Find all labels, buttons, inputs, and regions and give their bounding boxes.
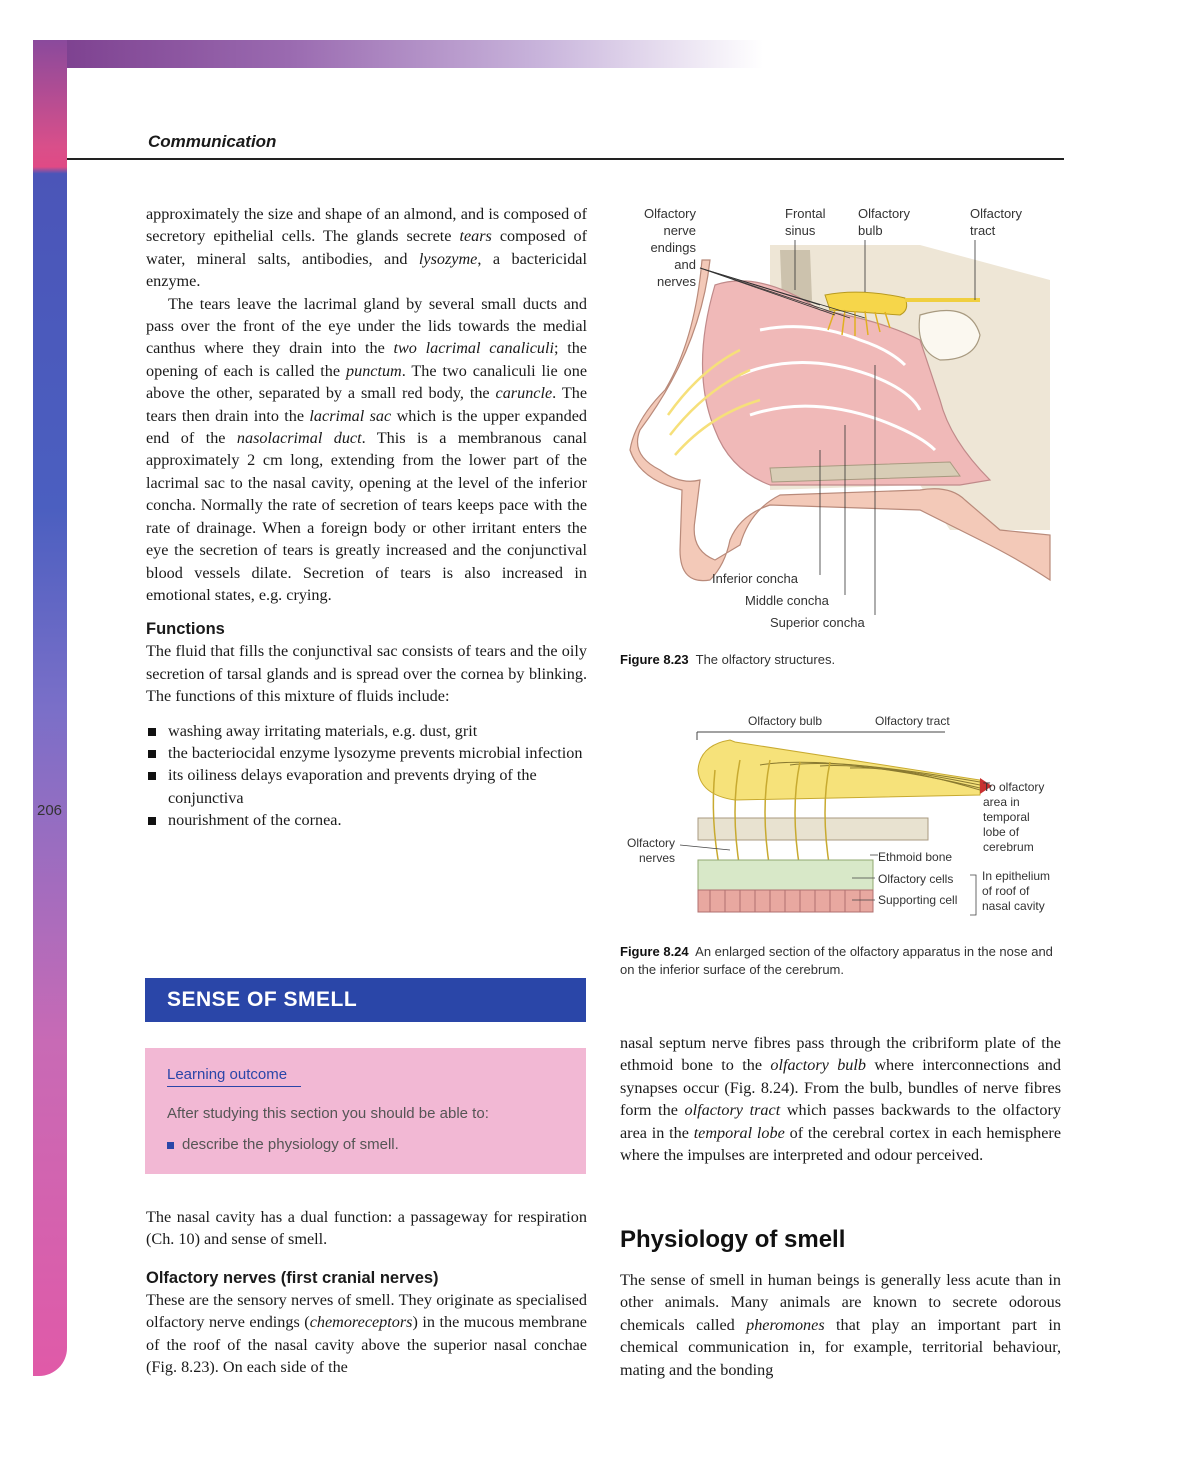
emphasis-term: tears [459,227,492,246]
page-number: 206 [37,802,63,819]
label-olfactory-cells: Olfactory cells [878,872,954,886]
label-ethmoid-bone: Ethmoid bone [878,850,953,864]
intro-paragraph: approximately the size and shape of an almond, and is composed of secretory epithelial cells. The glands secrete tears composed of water, mineral salts, antibodies, and lysozyme, a bactericidal enzyme. [146,205,587,291]
emphasis-term: nasolacrimal duct [236,429,362,448]
header-color-band [33,40,763,68]
list-item: nourishment of the cornea. [146,809,587,831]
label-olfactory-tract: Olfactory tract [970,206,1023,238]
learning-outcome-intro: After studying this section you should be able to: [167,1105,489,1122]
header-band-cutout [67,68,1067,88]
olfactory-nerves-paragraph: These are the sensory nerves of smell. They originate as specialised olfactory nerve endings (chemoreceptors) in the mucous membrane of the roof of the nasal cavity above the superior nasal conchae (Fig. 8.23). On each side of the [146,1290,587,1377]
label-middle-concha: Middle concha [745,593,829,608]
right-column-text [620,1032,1061,1166]
emphasis-term: two lacrimal canaliculi [393,339,554,358]
emphasis-term: lysozyme [418,249,478,268]
label-epithelium: In epithelium of roof of nasal cavity [982,869,1051,913]
label-olfactory-nerves: Olfactory nerves [626,836,675,865]
figure-8-23 [620,200,1065,640]
figure-8-24 [620,710,1065,930]
emphasis-term: olfactory tract [684,1101,781,1120]
label-inferior-concha: Inferior concha [712,571,798,586]
left-column-bottom [146,1206,587,1378]
emphasis-term: pheromones [746,1315,825,1334]
list-item: its oiliness delays evaporation and prevents drying of the conjunctiva [146,764,587,809]
emphasis-term: temporal lobe [693,1123,785,1142]
label-frontal-sinus: Frontal sinus [785,206,826,238]
list-item: the bacteriocidal enzyme lysozyme prevents microbial infection [146,742,587,764]
label-fig824-olfactory-tract: Olfactory tract [875,714,950,728]
physiology-paragraph: The sense of smell in human beings is generally less acute than in other animals. Many animals are known to secrete odorous chemicals called pheromones that play an important part in chemical communication in, for example, territorial behaviour, mating and the bonding [620,1271,1061,1379]
running-header: Communication [148,132,277,151]
nasal-septum-paragraph: nasal septum nerve fibres pass through the cribriform plate of the ethmoid bone to the olfactory bulb where interconnections and synapses occur (Fig. 8.24). From the bulb, bundles of nerve fibres form the olfactory tract which passes backwards to the olfactory area in the temporal lobe of the cerebral cortex in each hemisphere where the impulses are interpreted and odour perceived. [620,1034,1062,1165]
left-column-top [146,203,587,832]
figure-8-24-caption: Figure 8.24 An enlarged section of the olfactory apparatus in the nose and on the inferior surface of the cerebrum. [620,944,1053,977]
label-fig824-olfactory-bulb: Olfactory bulb [748,714,823,728]
emphasis-term: caruncle [495,384,553,403]
emphasis-term: chemoreceptors [309,1313,413,1332]
physiology-heading: Physiology of smell [620,1226,846,1253]
physiology-text [620,1269,1061,1381]
functions-list [146,720,587,832]
sidebar-color-strip [33,40,67,1376]
learning-outcome-box [145,1048,586,1174]
bullet-square-icon [167,1142,174,1149]
label-olfactory-bulb: Olfactory bulb [858,206,911,238]
emphasis-term: punctum [346,361,402,380]
emphasis-term: olfactory bulb [770,1056,866,1075]
figure-8-23-caption: Figure 8.23 The olfactory structures. [620,652,836,667]
learning-outcome-item-text: describe the physiology of smell. [182,1136,399,1153]
emphasis-term: lacrimal sac [309,406,392,425]
learning-outcome-underline [167,1086,301,1087]
learning-outcome-title: Learning outcome [167,1066,288,1083]
olfactory-nerves-heading: Olfactory nerves (first cranial nerves) [146,1268,439,1287]
dual-function-paragraph: The nasal cavity has a dual function: a passageway for respiration (Ch. 10) and sense of smell. [146,1208,587,1249]
label-to-olfactory-area: To olfactory area in temporal lobe of cerebrum [983,780,1045,854]
header-rule [67,158,1064,160]
label-nerve-endings: Olfactory nerve endings and nerves [643,206,696,289]
functions-heading: Functions [146,620,225,639]
section-banner: SENSE OF SMELL [145,978,586,1022]
tears-drainage-paragraph: The tears leave the lacrimal gland by several small ducts and pass over the front of the eye under the lids towards the medial canthus where they drain into the two lacrimal canaliculi; the opening of each is called the punctum. The two canaliculi lie one above the other, separated by a small red body, the caruncle. The tears then drain into the lacrimal sac which is the upper expanded end of the nasolacrimal duct. This is a membranous canal approximately 2 cm long, extending from the lower part of the lacrimal sac to the nasal cavity, opening at the level of the inferior concha. Normally the rate of secretion of tears keeps pace with the rate of drainage. When a foreign body or other irritant enters the eye the secretion of tears is greatly increased and the conjunctival blood vessels dilate. Secretion of tears is also increased in emotional states, e.g. crying. [146,294,588,604]
learning-outcome-item [167,1136,399,1153]
label-supporting-cell: Supporting cell [878,893,958,907]
list-item: washing away irritating materials, e.g. dust, grit [146,720,587,742]
label-superior-concha: Superior concha [770,615,865,630]
functions-paragraph: The fluid that fills the conjunctival sac consists of tears and the oily secretion of tarsal glands and is spread over the cornea by blinking. The functions of this mixture of fluids include: [146,642,587,706]
